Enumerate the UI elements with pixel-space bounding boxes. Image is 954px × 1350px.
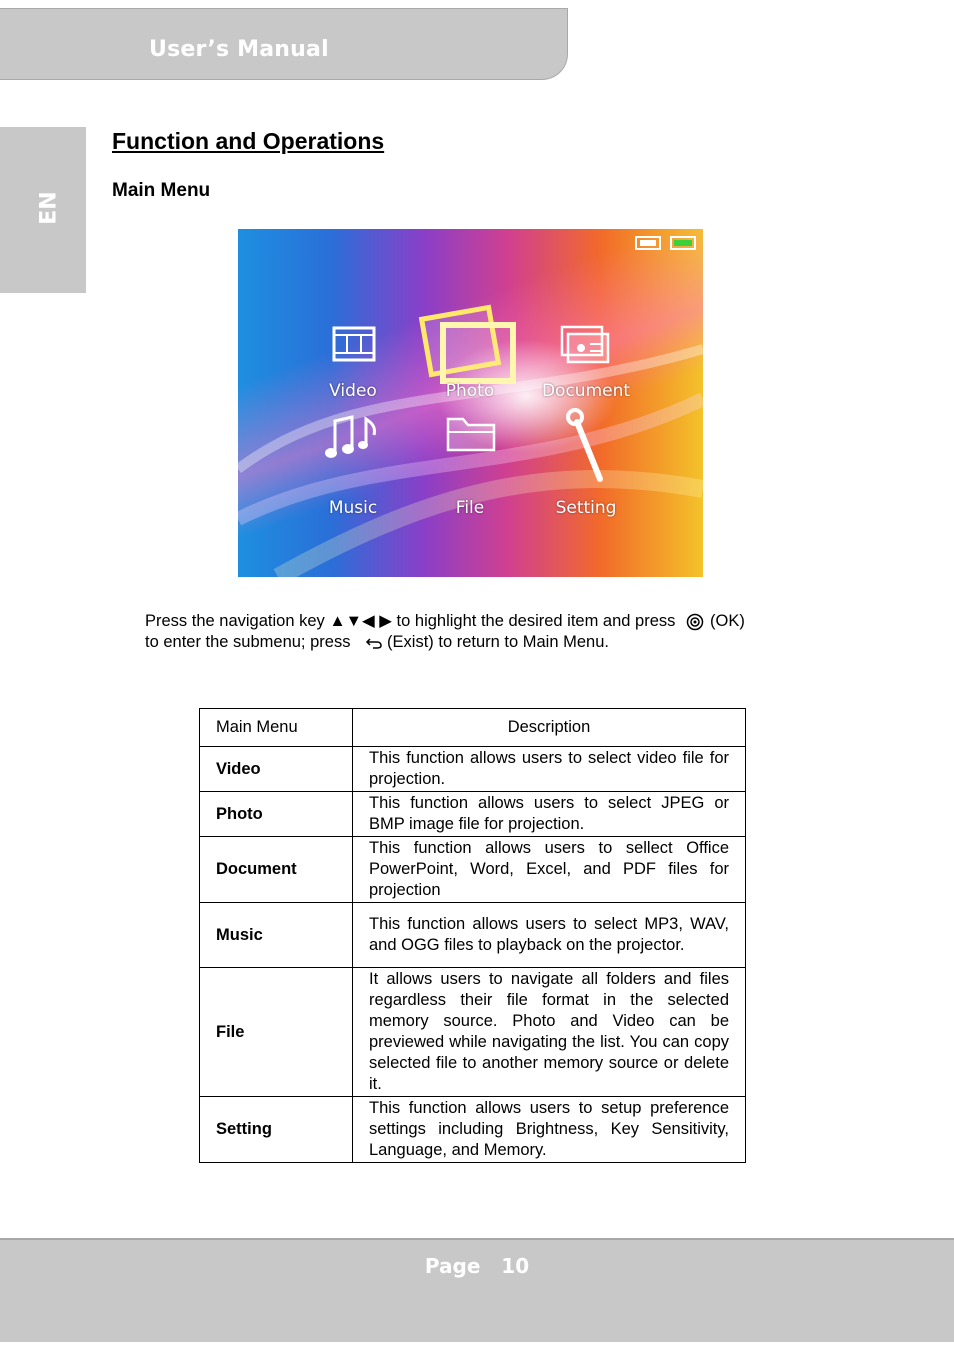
menu-item-setting: Setting <box>555 498 617 518</box>
language-label: EN <box>36 191 62 225</box>
section-title: Function and Operations <box>112 128 385 154</box>
row-description: This function allows users to select MP3, WAV, and OGG files to playback on the projector. <box>353 903 746 968</box>
table-row <box>200 1097 746 1163</box>
row-name: Photo <box>200 792 353 837</box>
table-header-row <box>200 709 746 747</box>
photo-frames-icon <box>422 308 513 381</box>
row-description: This function allows users to select JPEG or BMP image file for projection. <box>353 792 746 837</box>
instructions-part1: Press the navigation key ▲▼◀ ▶ to highlight the desired item and press <box>145 612 676 630</box>
menu-item-file: File <box>455 498 485 518</box>
memory-card-icon <box>636 237 660 249</box>
folder-icon <box>448 419 494 450</box>
row-name: Setting <box>200 1097 353 1163</box>
page-number: Page 10 <box>424 1254 530 1278</box>
table-row <box>200 747 746 792</box>
film-icon <box>334 328 374 360</box>
row-name: Music <box>200 903 353 968</box>
main-menu-table <box>199 708 746 1163</box>
table-row <box>200 968 746 1097</box>
row-description: This function allows users to setup preference settings including Brightness, Key Sensitivity, Language, and Memory. <box>353 1097 746 1163</box>
table-row <box>200 792 746 837</box>
row-description: This function allows users to select video file for projection. <box>353 747 746 792</box>
header-description: Description <box>353 709 746 747</box>
table-row <box>200 903 746 968</box>
row-name: Video <box>200 747 353 792</box>
menu-item-music: Music <box>328 498 378 518</box>
header-main-menu: Main Menu <box>200 709 353 747</box>
table-row <box>200 837 746 903</box>
documents-icon <box>562 327 608 362</box>
ok-button-icon <box>686 613 704 631</box>
row-name: File <box>200 968 353 1097</box>
menu-item-document: Document <box>541 381 631 401</box>
menu-art <box>238 229 703 577</box>
return-arrow-icon <box>365 636 383 650</box>
main-menu-screenshot <box>238 229 703 577</box>
instructions-part2: to enter the submenu; press <box>145 633 351 651</box>
row-description: This function allows users to sellect Office PowerPoint, Word, Excel, and PDF files for projection <box>353 837 746 903</box>
menu-item-video: Video <box>329 381 377 401</box>
instructions-exit: (Exist) to return to Main Menu. <box>387 633 609 651</box>
row-name: Document <box>200 837 353 903</box>
battery-icon <box>671 237 695 249</box>
instructions-ok: (OK) <box>710 612 745 630</box>
subsection-title: Main Menu <box>112 180 211 201</box>
menu-item-photo: Photo <box>445 381 495 401</box>
navigation-instructions <box>145 611 835 653</box>
manual-title: User’s Manual <box>149 37 329 62</box>
header-tab <box>0 8 568 80</box>
row-description: It allows users to navigate all folders and files regardless their file format in the selected memory source. Photo and Video can be previewed while navigating the list. You can copy selected file to another memory source or delete it. <box>353 968 746 1097</box>
